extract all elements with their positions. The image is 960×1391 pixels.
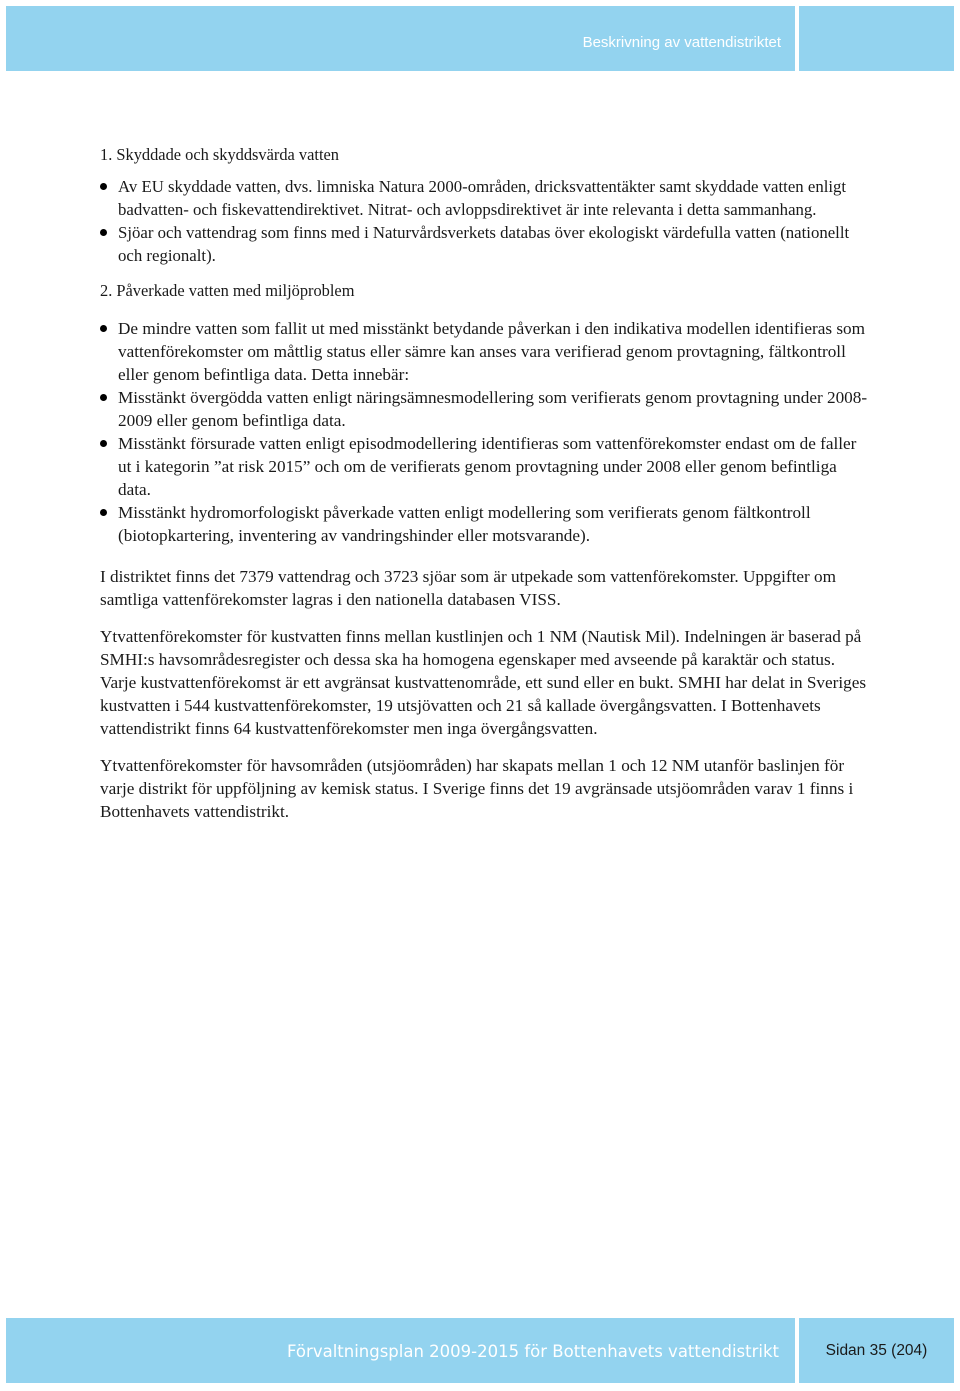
list-item [100, 221, 870, 267]
bullet-icon [100, 229, 107, 236]
document-body [100, 143, 870, 823]
paragraph: I distriktet finns det 7379 vattendrag och 3723 sjöar som är utpekade som vattenförekomster. Uppgifter om samtliga vattenförekomster lagras i den nationella databasen VISS. [100, 567, 837, 609]
footer-band [6, 1318, 795, 1383]
list-item-text: Sjöar och vattendrag som finns med i Naturvårdsverkets databas över ekologiskt värdefulla vatten (nationellt och regionalt). [118, 223, 850, 265]
section-2-heading: 2. Påverkade vatten med miljöproblem [100, 281, 355, 300]
bullet-icon [100, 325, 107, 332]
bullet-icon [100, 440, 107, 447]
footer-title: Förvaltningsplan 2009-2015 för Bottenhavets vattendistrikt [287, 1342, 779, 1361]
bullet-icon [100, 183, 107, 190]
bullet-icon [100, 509, 107, 516]
section-2-list [100, 317, 870, 547]
list-item-text: Misstänkt hydromorfologiskt påverkade vatten enligt modellering som verifierats genom fältkontroll (biotopkartering, inventering av vandringshinder eller motsvarande). [118, 503, 811, 545]
list-item-text: De mindre vatten som fallit ut med misstänkt betydande påverkan i den indikativa modellen identifieras som vattenförekomster om måttlig status eller sämre kan anses vara verifierad genom provtagning, fältkontroll eller genom befintliga data. Detta innebär: [118, 319, 865, 384]
list-item [100, 386, 870, 432]
section-1-heading: 1. Skyddade och skyddsvärda vatten [100, 145, 339, 164]
list-item [100, 501, 870, 547]
paragraph: Ytvattenförekomster för kustvatten finns mellan kustlinjen och 1 NM (Nautisk Mil). Indelningen är baserad på SMHI:s havsområdesregister och dessa ska ha homogena egenskaper med avseende på karaktär och status. Varje kustvattenförekomst är ett avgränsat kustvattenområde, ett sund eller en bukt. SMHI har delat in Sveriges kustvatten i 544 kustvattenförekomster, 19 utsjövatten och 21 så kallade övergångsvatten. I Bottenhavets vattendistrikt finns 64 kustvattenförekomster men inga övergångsvatten. [100, 627, 867, 738]
list-item-text: Misstänkt försurade vatten enligt episodmodellering identifieras som vattenförekomster endast om de faller ut i kategorin ”at risk 2015” och om de verifierats genom provtagning under 2008 eller genom befintliga data. [118, 434, 857, 499]
page-number: Sidan 35 (204) [825, 1342, 928, 1359]
header-band [6, 6, 795, 71]
header-side-box [799, 6, 954, 71]
paragraph: Ytvattenförekomster för havsområden (utsjöområden) har skapats mellan 1 och 12 NM utanför baslinjen för varje distrikt för uppföljning av kemisk status. I Sverige finns det 19 avgränsade utsjöområden varav 1 finns i Bottenhavets vattendistrikt. [100, 756, 854, 821]
list-item-text: Av EU skyddade vatten, dvs. limniska Natura 2000-områden, dricksvattentäkter samt skyddade vatten enligt badvatten- och fiskevattendirektivet. Nitrat- och avloppsdirektivet är inte relevanta i detta sammanhang. [118, 177, 847, 219]
footer-page-box [799, 1318, 954, 1383]
header-title: Beskrivning av vattendistriktet [582, 34, 781, 51]
bullet-icon [100, 394, 107, 401]
section-1-list [100, 175, 870, 267]
list-item [100, 175, 870, 221]
list-item-text: Misstänkt övergödda vatten enligt näringsämnesmodellering som verifierats genom provtagning under 2008-2009 eller genom befintliga data. [118, 388, 868, 430]
list-item [100, 432, 870, 501]
list-item [100, 317, 870, 386]
